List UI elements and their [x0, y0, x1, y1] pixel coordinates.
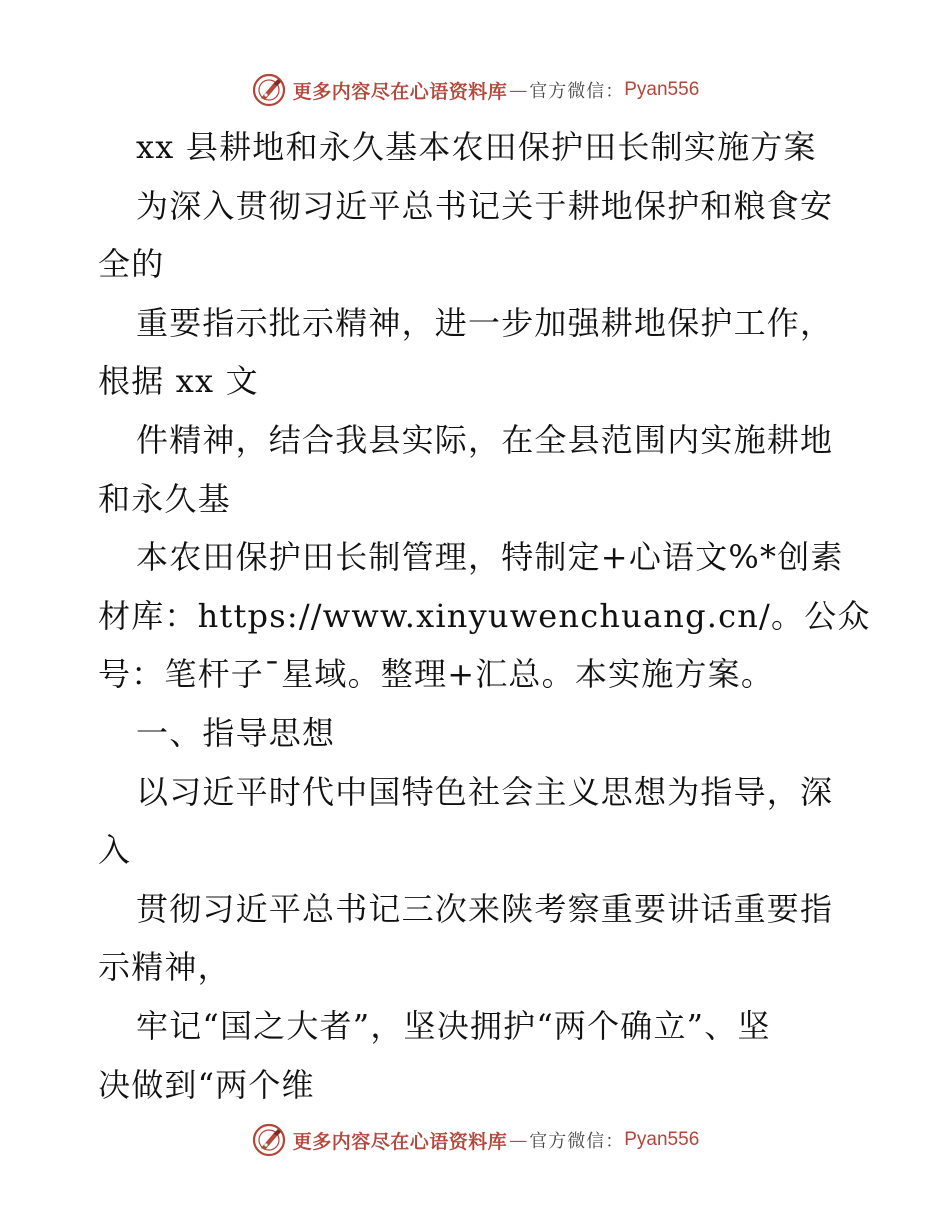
paragraph-line: 入	[98, 831, 132, 870]
paragraph-line: 为深入贯彻习近平总书记关于耕地保护和粮食安	[136, 186, 834, 225]
watermark-wechat-id: Pyan556	[624, 79, 700, 100]
paragraph-line: 重要指示批示精神，进一步加强耕地保护工作，	[136, 303, 834, 342]
paragraph-line: 以习近平时代中国特色社会主义思想为指导，深	[136, 772, 834, 811]
watermark-site-text: 更多内容尽在心语资料库	[292, 80, 508, 103]
watermark-separator: —	[509, 1129, 528, 1151]
paragraph-line: 件精神，结合我县实际，在全县范围内实施耕地	[136, 420, 834, 459]
watermark-official-label: 官方微信：	[529, 1131, 625, 1152]
paragraph-line: 材库：https://www.xinyuwenchuang.cn/。公众	[98, 596, 871, 635]
paragraph-line: 贯彻习近平总书记三次来陕考察重要讲话重要指	[136, 889, 834, 928]
watermark-separator: —	[509, 79, 528, 101]
paragraph-line: 全的	[98, 245, 165, 284]
paragraph-line: 牢记“国之大者”，坚决拥护“两个确立”、坚	[136, 1006, 771, 1045]
watermark-site-text: 更多内容尽在心语资料库	[292, 1130, 508, 1153]
watermark-wechat-id: Pyan556	[624, 1129, 700, 1150]
header-watermark	[0, 70, 950, 110]
paragraph-line: 号：笔杆子¯星域。整理+汇总。本实施方案。	[98, 655, 775, 694]
paragraph-line: 示精神，	[98, 948, 231, 987]
document-title: xx 县耕地和永久基本农田保护田长制实施方案	[136, 128, 817, 166]
document-body	[98, 118, 871, 1114]
watermark-official-label: 官方微信：	[529, 81, 625, 102]
paragraph-line: 本农田保护田长制管理，特制定+心语文%*创素	[136, 538, 844, 577]
paragraph-line: 决做到“两个维	[98, 1065, 315, 1104]
section-heading: 一、指导思想	[136, 713, 336, 752]
pen-nib-logo-icon	[251, 72, 287, 108]
paragraph-line: 和永久基	[98, 479, 231, 518]
footer-watermark	[0, 1120, 950, 1160]
paragraph-line: 根据 xx 文	[98, 362, 259, 401]
pen-nib-logo-icon	[251, 1122, 287, 1158]
